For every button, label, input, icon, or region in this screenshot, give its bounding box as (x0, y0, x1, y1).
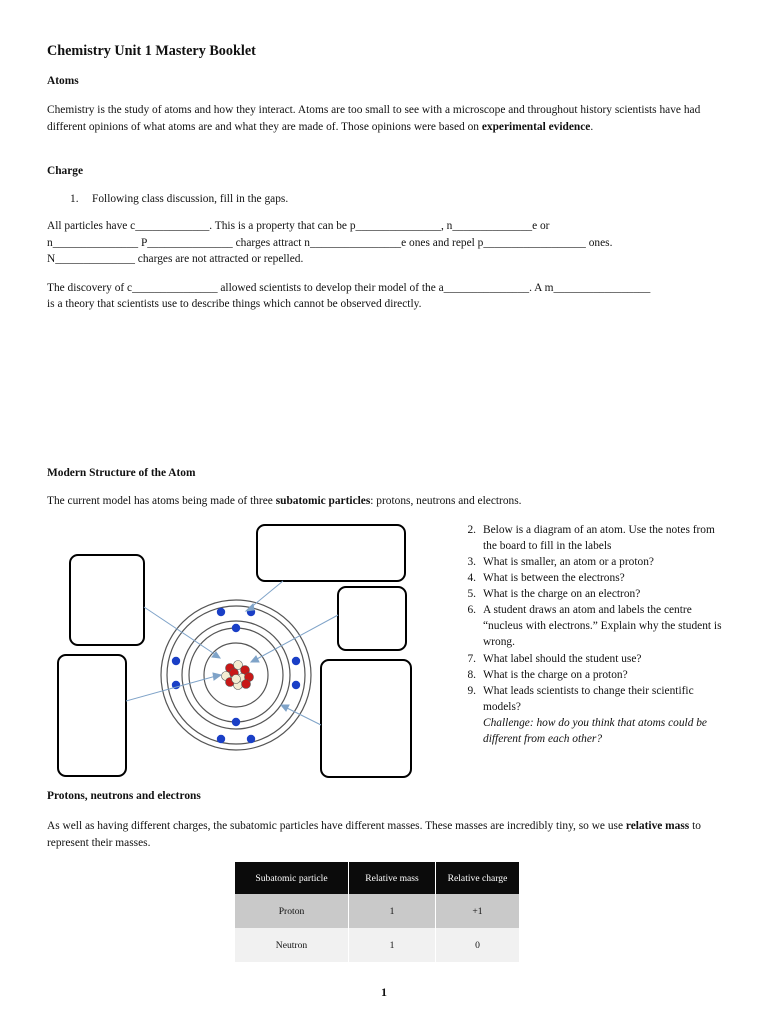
col-header-particle: Subatomic particle (235, 862, 349, 894)
atom-diagram (40, 515, 440, 785)
modern-intro-bold: subatomic particles (275, 495, 371, 507)
gap-fill-line-5: is a theory that scientists use to describe things which cannot be observed directly. (47, 298, 422, 310)
q1-text: Following class discussion, fill in the gaps. (92, 193, 289, 205)
label-box-left-upper[interactable] (70, 555, 144, 645)
atoms-bold: experimental evidence (481, 120, 591, 133)
question-text: What is smaller, an atom or a proton? (483, 556, 654, 568)
question-text: What leads scientists to change their scientific models? (483, 685, 694, 713)
col-header-charge: Relative charge (436, 862, 520, 894)
label-box-top[interactable] (257, 525, 405, 581)
electron (247, 735, 255, 743)
question-text: What is the charge on a proton? (483, 669, 628, 681)
question-number: 2. (467, 524, 476, 536)
atoms-paragraph (47, 102, 727, 135)
proton (242, 680, 251, 689)
modern-heading: Modern Structure of the Atom (47, 467, 196, 479)
label-box-right-upper[interactable] (338, 587, 406, 650)
atoms-text: Chemistry is the study of atoms and how they interact. Atoms are too small to see with a microscope and throughout history scientists have had different opinions of what atoms are and what they are made of. Those opinions were based on (47, 104, 701, 133)
nucleus (222, 661, 254, 690)
cell-charge: 0 (436, 928, 520, 962)
gap-fill-line-3: N______________ charges are not attracted or repelled. (47, 253, 304, 265)
atoms-heading: Atoms (47, 75, 79, 87)
question-text: What is the charge on an electron? (483, 588, 641, 600)
arrow-right-upper (255, 615, 338, 660)
table-row (235, 894, 519, 928)
modern-intro-text: The current model has atoms being made of three (47, 495, 276, 507)
gap-fill-line-1: All particles have c_____________. This is a property that can be p_______________, n______________e or (47, 220, 550, 232)
question-text: A student draws an atom and labels the centre “nucleus with electrons.” Explain why the student is wrong. (483, 604, 722, 648)
pne-end: to represent their masses. (47, 820, 701, 849)
modern-intro-end: : protons, neutrons and electrons. (370, 495, 522, 507)
arrow-top (249, 581, 283, 609)
challenge-text: Challenge: how do you think that atoms could be different from each other? (483, 717, 707, 745)
page-number: 1 (381, 985, 387, 999)
table-header-row (235, 862, 519, 894)
electron (217, 735, 225, 743)
modern-intro (47, 495, 522, 507)
electron (232, 624, 240, 632)
electron (292, 681, 300, 689)
gap-fill-line-2: n_______________ P_______________ charges attract n________________e ones and repel p__________________ ones. (47, 237, 613, 249)
question-text: Below is a diagram of an atom. Use the notes from the board to fill in the labels (483, 524, 715, 552)
q1-number: 1. (70, 193, 79, 205)
pne-text: As well as having different charges, the subatomic particles have different masses. These masses are incredibly tiny, so we use (47, 820, 626, 832)
subatomic-table (235, 862, 519, 962)
charge-heading: Charge (47, 165, 84, 177)
pointer-arrows (126, 581, 338, 725)
electron (172, 657, 180, 665)
cell-particle: Neutron (235, 928, 349, 962)
question-text: What is between the electrons? (483, 572, 625, 584)
col-header-mass: Relative mass (349, 862, 436, 894)
question-text: What label should the student use? (483, 653, 642, 665)
cell-mass: 1 (349, 928, 436, 962)
question-number: 7. (467, 653, 476, 665)
table-row (235, 928, 519, 962)
electron (217, 608, 225, 616)
electron (232, 718, 240, 726)
pne-bold: relative mass (625, 820, 690, 832)
question-number: 4. (467, 572, 476, 584)
question-number: 3. (467, 556, 476, 568)
arrowhead (251, 656, 259, 662)
cell-mass: 1 (349, 894, 436, 928)
label-box-left-lower[interactable] (58, 655, 126, 776)
arrowhead (213, 673, 221, 680)
electron (292, 657, 300, 665)
question-number: 8. (467, 669, 476, 681)
atoms-end: . (590, 120, 594, 133)
cell-particle: Proton (235, 894, 349, 928)
pne-heading: Protons, neutrons and electrons (47, 790, 201, 802)
page-title: Chemistry Unit 1 Mastery Booklet (47, 43, 256, 59)
question-number: 9. (467, 685, 476, 697)
gap-fill-line-4: The discovery of c_______________ allowed scientists to develop their model of the a_______________. A m_________________ (47, 282, 651, 294)
neutron (232, 675, 241, 684)
pne-paragraph (47, 818, 727, 851)
cell-charge: +1 (436, 894, 520, 928)
question-number: 6. (467, 604, 476, 616)
label-box-right-lower[interactable] (321, 660, 411, 777)
question-number: 5. (467, 588, 476, 600)
arrowhead (281, 705, 289, 711)
